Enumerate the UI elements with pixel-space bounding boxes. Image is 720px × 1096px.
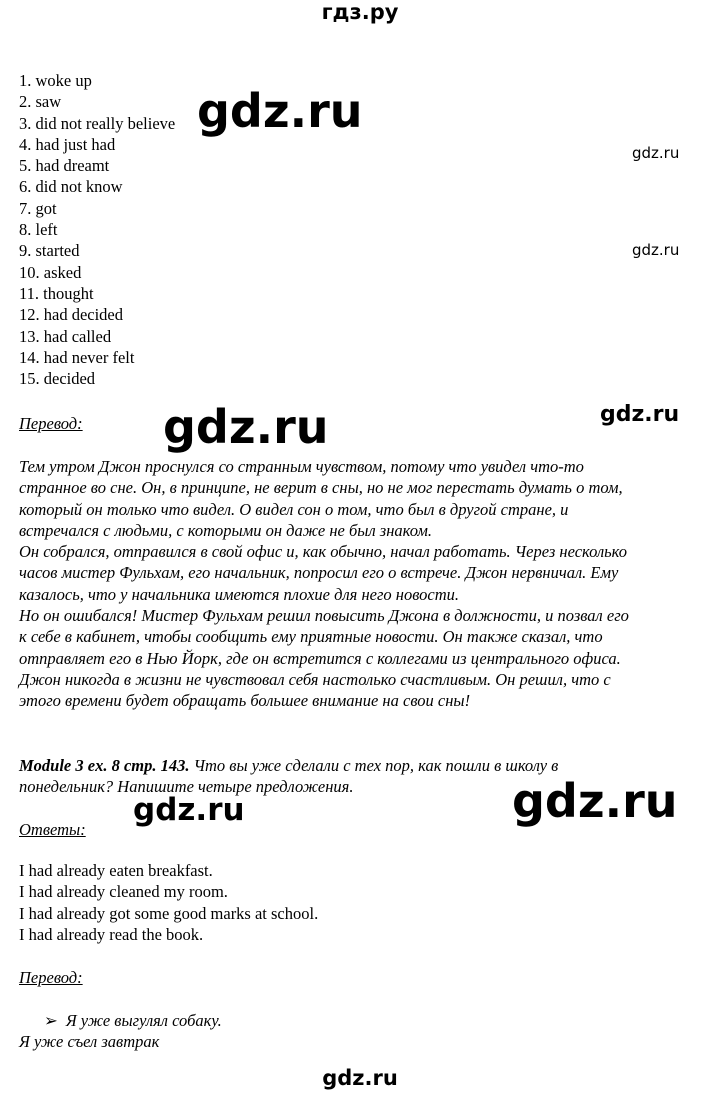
answer-item: 7. got <box>19 198 57 218</box>
site-footer: gdz.ru <box>322 1066 398 1090</box>
task-line-2: понедельник? Напишите четыре предложения. <box>19 777 354 797</box>
translation-line: к себе в кабинет, чтобы сообщить ему приятные новости. Он также сказал, что <box>19 627 603 647</box>
translation-line: Тем утром Джон проснулся со странным чувством, потому что увидел что-то <box>19 457 584 476</box>
answers-list <box>19 70 175 389</box>
site-title: гдз.ру <box>321 0 399 24</box>
translation-line: Я уже съел завтрак <box>19 1032 160 1051</box>
translation-line: который он только что видел. О видел сон о том, что был в другой стране, и <box>19 499 569 519</box>
english-answer: I had already eaten breakfast. <box>19 861 213 880</box>
translation-text <box>19 456 719 712</box>
watermark-logo: gdz.ru <box>632 144 680 162</box>
translation-line: Он собрался, отправился в свой офис и, как обычно, начал работать. Через несколько <box>19 542 627 562</box>
translation-heading-2: Перевод: <box>19 968 83 987</box>
answers-heading: Ответы: <box>19 820 86 839</box>
translation-line: отправляет его в Нью Йорк, где он встретится с коллегами из центрального офиса. <box>19 648 621 668</box>
bullet-arrow-icon: ➢ <box>44 1011 58 1030</box>
task-statement <box>19 755 558 798</box>
answer-item: 9. started <box>19 241 80 261</box>
bullet-text: Я уже выгулял собаку. <box>65 1011 222 1030</box>
watermark-logo: gdz.ru <box>133 792 245 828</box>
translation-line: этого времени будет обращать большее внимание на свои сны! <box>19 691 471 711</box>
answer-item: 14. had never felt <box>19 347 135 367</box>
translation-line: встречался с людьми, с которыми он даже не был знаком. <box>19 520 433 540</box>
english-answers <box>19 860 318 945</box>
watermark-logo: gdz.ru <box>512 774 678 828</box>
watermark-logo: gdz.ru <box>632 241 680 259</box>
english-answer: I had already got some good marks at school. <box>19 903 319 923</box>
bullet-item <box>44 1011 222 1031</box>
watermark-logo: gdz.ru <box>163 400 329 454</box>
answer-item: 1. woke up <box>19 71 92 90</box>
answer-item: 10. asked <box>19 262 82 282</box>
translation-line: Джон никогда в жизни не чувствовал себя настолько счастливым. Он решил, что с <box>19 669 611 689</box>
task-reference: Module 3 ex. 8 стр. 143. <box>19 756 190 775</box>
english-answer: I had already cleaned my room. <box>19 882 228 902</box>
translation-heading: Перевод: <box>19 414 83 433</box>
answer-item: 13. had called <box>19 326 112 346</box>
answer-item: 2. saw <box>19 92 62 112</box>
translation-line: часов мистер Фульхам, его начальник, попросил его о встрече. Джон нервничал. Ему <box>19 563 619 583</box>
answer-item: 11. thought <box>19 283 94 303</box>
answer-item: 5. had dreamt <box>19 156 110 176</box>
answer-item: 12. had decided <box>19 305 124 325</box>
answer-item: 3. did not really believe <box>19 113 176 133</box>
watermark-logo: gdz.ru <box>197 84 363 138</box>
translation-line: казалось, что у начальника имеются плохие для него новости. <box>19 584 460 604</box>
translation-line: Но он ошибался! Мистер Фульхам решил повысить Джона в должности, и позвал его <box>19 606 629 626</box>
watermark-logo: gdz.ru <box>600 402 680 427</box>
task-line-1: Что вы уже сделали с тех пор, как пошли в школу в <box>189 756 559 775</box>
english-answer: I had already read the book. <box>19 924 204 944</box>
translation-line: странное во сне. Он, в принципе, не верит в сны, но не мог перестать думать о том, <box>19 478 623 498</box>
answer-item: 6. did not know <box>19 177 123 197</box>
answer-item: 4. had just had <box>19 134 116 154</box>
answer-item: 15. decided <box>19 369 96 389</box>
answer-item: 8. left <box>19 220 58 240</box>
